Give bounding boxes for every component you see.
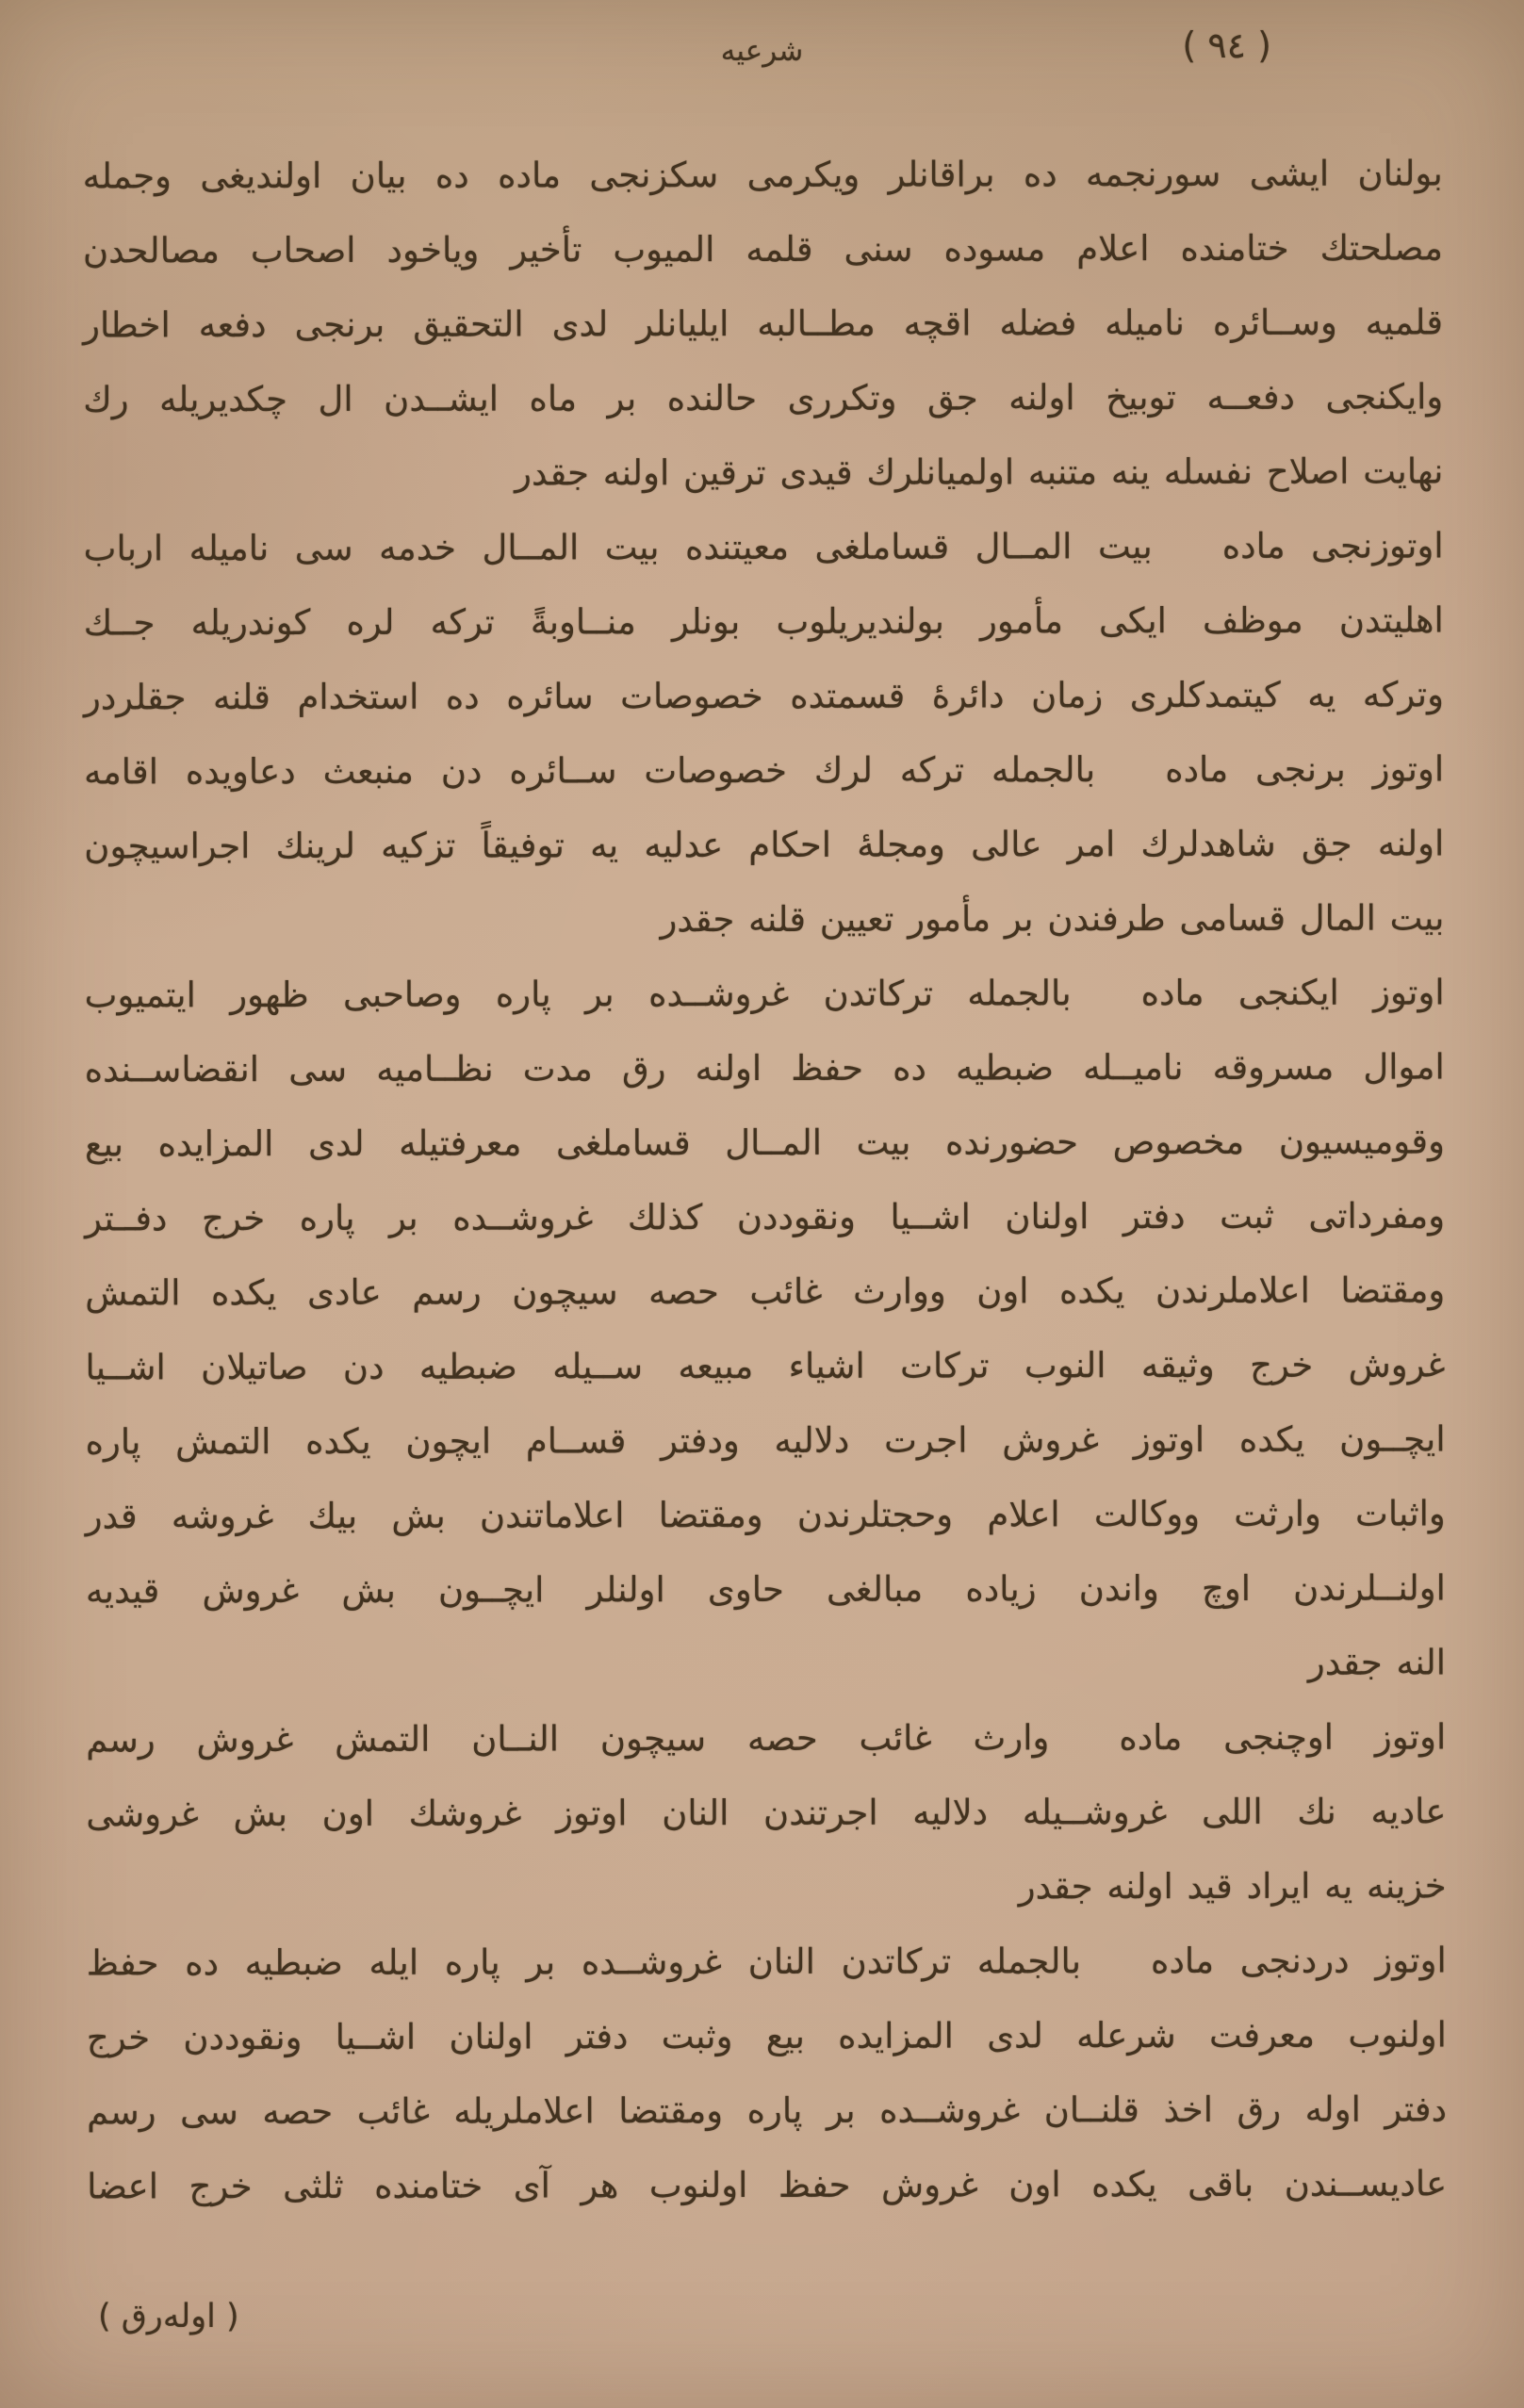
text-line: خزينه يه ايراد قيد اولنه جقدر (1018, 1865, 1447, 1908)
body-text-block (83, 136, 1448, 2223)
text-line-article-32: اوتوز ايكنجى ماده بالجمله تركاتدن غروشــده بر پاره وصاحبى ظهور ايتميوب (84, 972, 1445, 1016)
text-line: اولنه جق شاهدلرك امر عالى ومجلهٔ احكام عدليه يه توفيقاً تزكيه لرينك اجراسيچون (84, 823, 1445, 867)
text-line: النه جقدر (1307, 1642, 1447, 1683)
text-line: قلميه وســائره ناميله فضله اقچه مطــالبه ايليانلر لدى التحقيق برنجى دفعه اخطار (83, 302, 1444, 346)
text-line-article-30: اوتوزنجى ماده بيت المــال قساملغى معيتنده بيت المــال خدمه سى ناميله ارباب (83, 525, 1444, 569)
text-line-article-31: اوتوز برنجى ماده بالجمله تركه لرك خصوصات ســائره دن منبعث دعاويده اقامه (84, 748, 1445, 793)
text-line: وقوميسيون مخصوص حضورنده بيت المــال قساملغى معرفتيله لدى المزايده بيع (84, 1121, 1445, 1165)
text-line: مصلحتك ختامنده اعلام مسوده سنى قلمه الميوب تأخير وياخود اصحاب مصالحدن (82, 227, 1443, 271)
text-line-article-33: اوتوز اوچنجى ماده وارث غائب حصه سيچون النــان التمش غروش رسم (86, 1716, 1447, 1761)
page-number: ( ٩٤ ) (1182, 25, 1271, 66)
text-line: ومقتضا اعلاملرندن يكده اون ووارث غائب حصه سيچون رسم عادى يكده التمش (85, 1270, 1446, 1314)
text-line: اولنوب معرفت شرعله لدى المزايده بيع وثبت دفتر اولنان اشــيا ونقوددن خرج (86, 2014, 1447, 2058)
text-line: نهايت اصلاح نفسله ينه متنبه اولميانلرك قيدى ترقين اولنه جقدر (515, 450, 1444, 494)
text-line: ومفرداتى ثبت دفتر اولنان اشــيا ونقوددن كذلك غروشــده بر پاره خرج دفــتر (85, 1195, 1446, 1239)
text-line: ايچــون يكده اوتوز غروش اجرت دلاليه ودفتر قســام ايچون يكده التمش پاره (85, 1418, 1446, 1463)
text-line: بيت المال قسامى طرفندن بر مأمور تعيين قلنه جقدر (660, 897, 1445, 941)
text-line: غروش خرج وثيقه النوب تركات اشياء مبيعه ســيله ضبطيه دن صاتيلان اشــيا (85, 1344, 1446, 1388)
text-line: اولنــلرندن اوچ واندن زياده مبالغى حاوى اولنلر ايچــون بش غروش قيديه (85, 1567, 1446, 1612)
text-line-article-34: اوتوز دردنجى ماده بالجمله تركاتدن النان غروشــده بر پاره ايله ضبطيه ده حفظ (86, 1940, 1447, 1984)
text-line: عاديســندن باقى يكده اون غروش حفظ اولنوب هر آى ختامنده ثلثى خرج اعضا (87, 2163, 1448, 2207)
text-line: اموال مسروقه ناميــله ضبطيه ده حفظ اولنه رق مدت نظــاميه سى انقضاســنده (84, 1046, 1445, 1090)
text-line: عاديه نك اللى غروشــيله دلاليه اجرتندن النان اوتوز غروشك اون بش غروشى (86, 1791, 1447, 1835)
text-line: بولنان ايشى سورنجمه ده براقانلر ويكرمى سكزنجى ماده ده بيان اولنديغى وجمله (82, 153, 1443, 197)
text-line: وايكنجى دفعــه توبيخ اولنه جق وتكررى حالنده بر ماه ايشــدن ال چكديريله رك (83, 376, 1444, 420)
text-line: واثبات وارثت ووكالت اعلام وحجتلرندن ومقتضا اعلاماتندن بش بيك غروشه قدر (85, 1493, 1446, 1537)
text-line: وتركه يه كيتمدكلرى زمان دائرهٔ قسمتده خصوصات سائره ده استخدام قلنه جقلردر (83, 674, 1444, 718)
running-header-title: شرعيه (720, 34, 804, 68)
catchword: ( اوله‌رق ) (98, 2298, 239, 2335)
text-line: دفتر اوله رق اخذ قلنــان غروشــده بر پاره ومقتضا اعلاملريله غائب حصه سى رسم (87, 2089, 1448, 2133)
text-line: اهليتدن موظف ايكى مأمور بولنديريلوب بونلر منــاوبةً تركه لره كوندريله جــك (83, 599, 1444, 644)
